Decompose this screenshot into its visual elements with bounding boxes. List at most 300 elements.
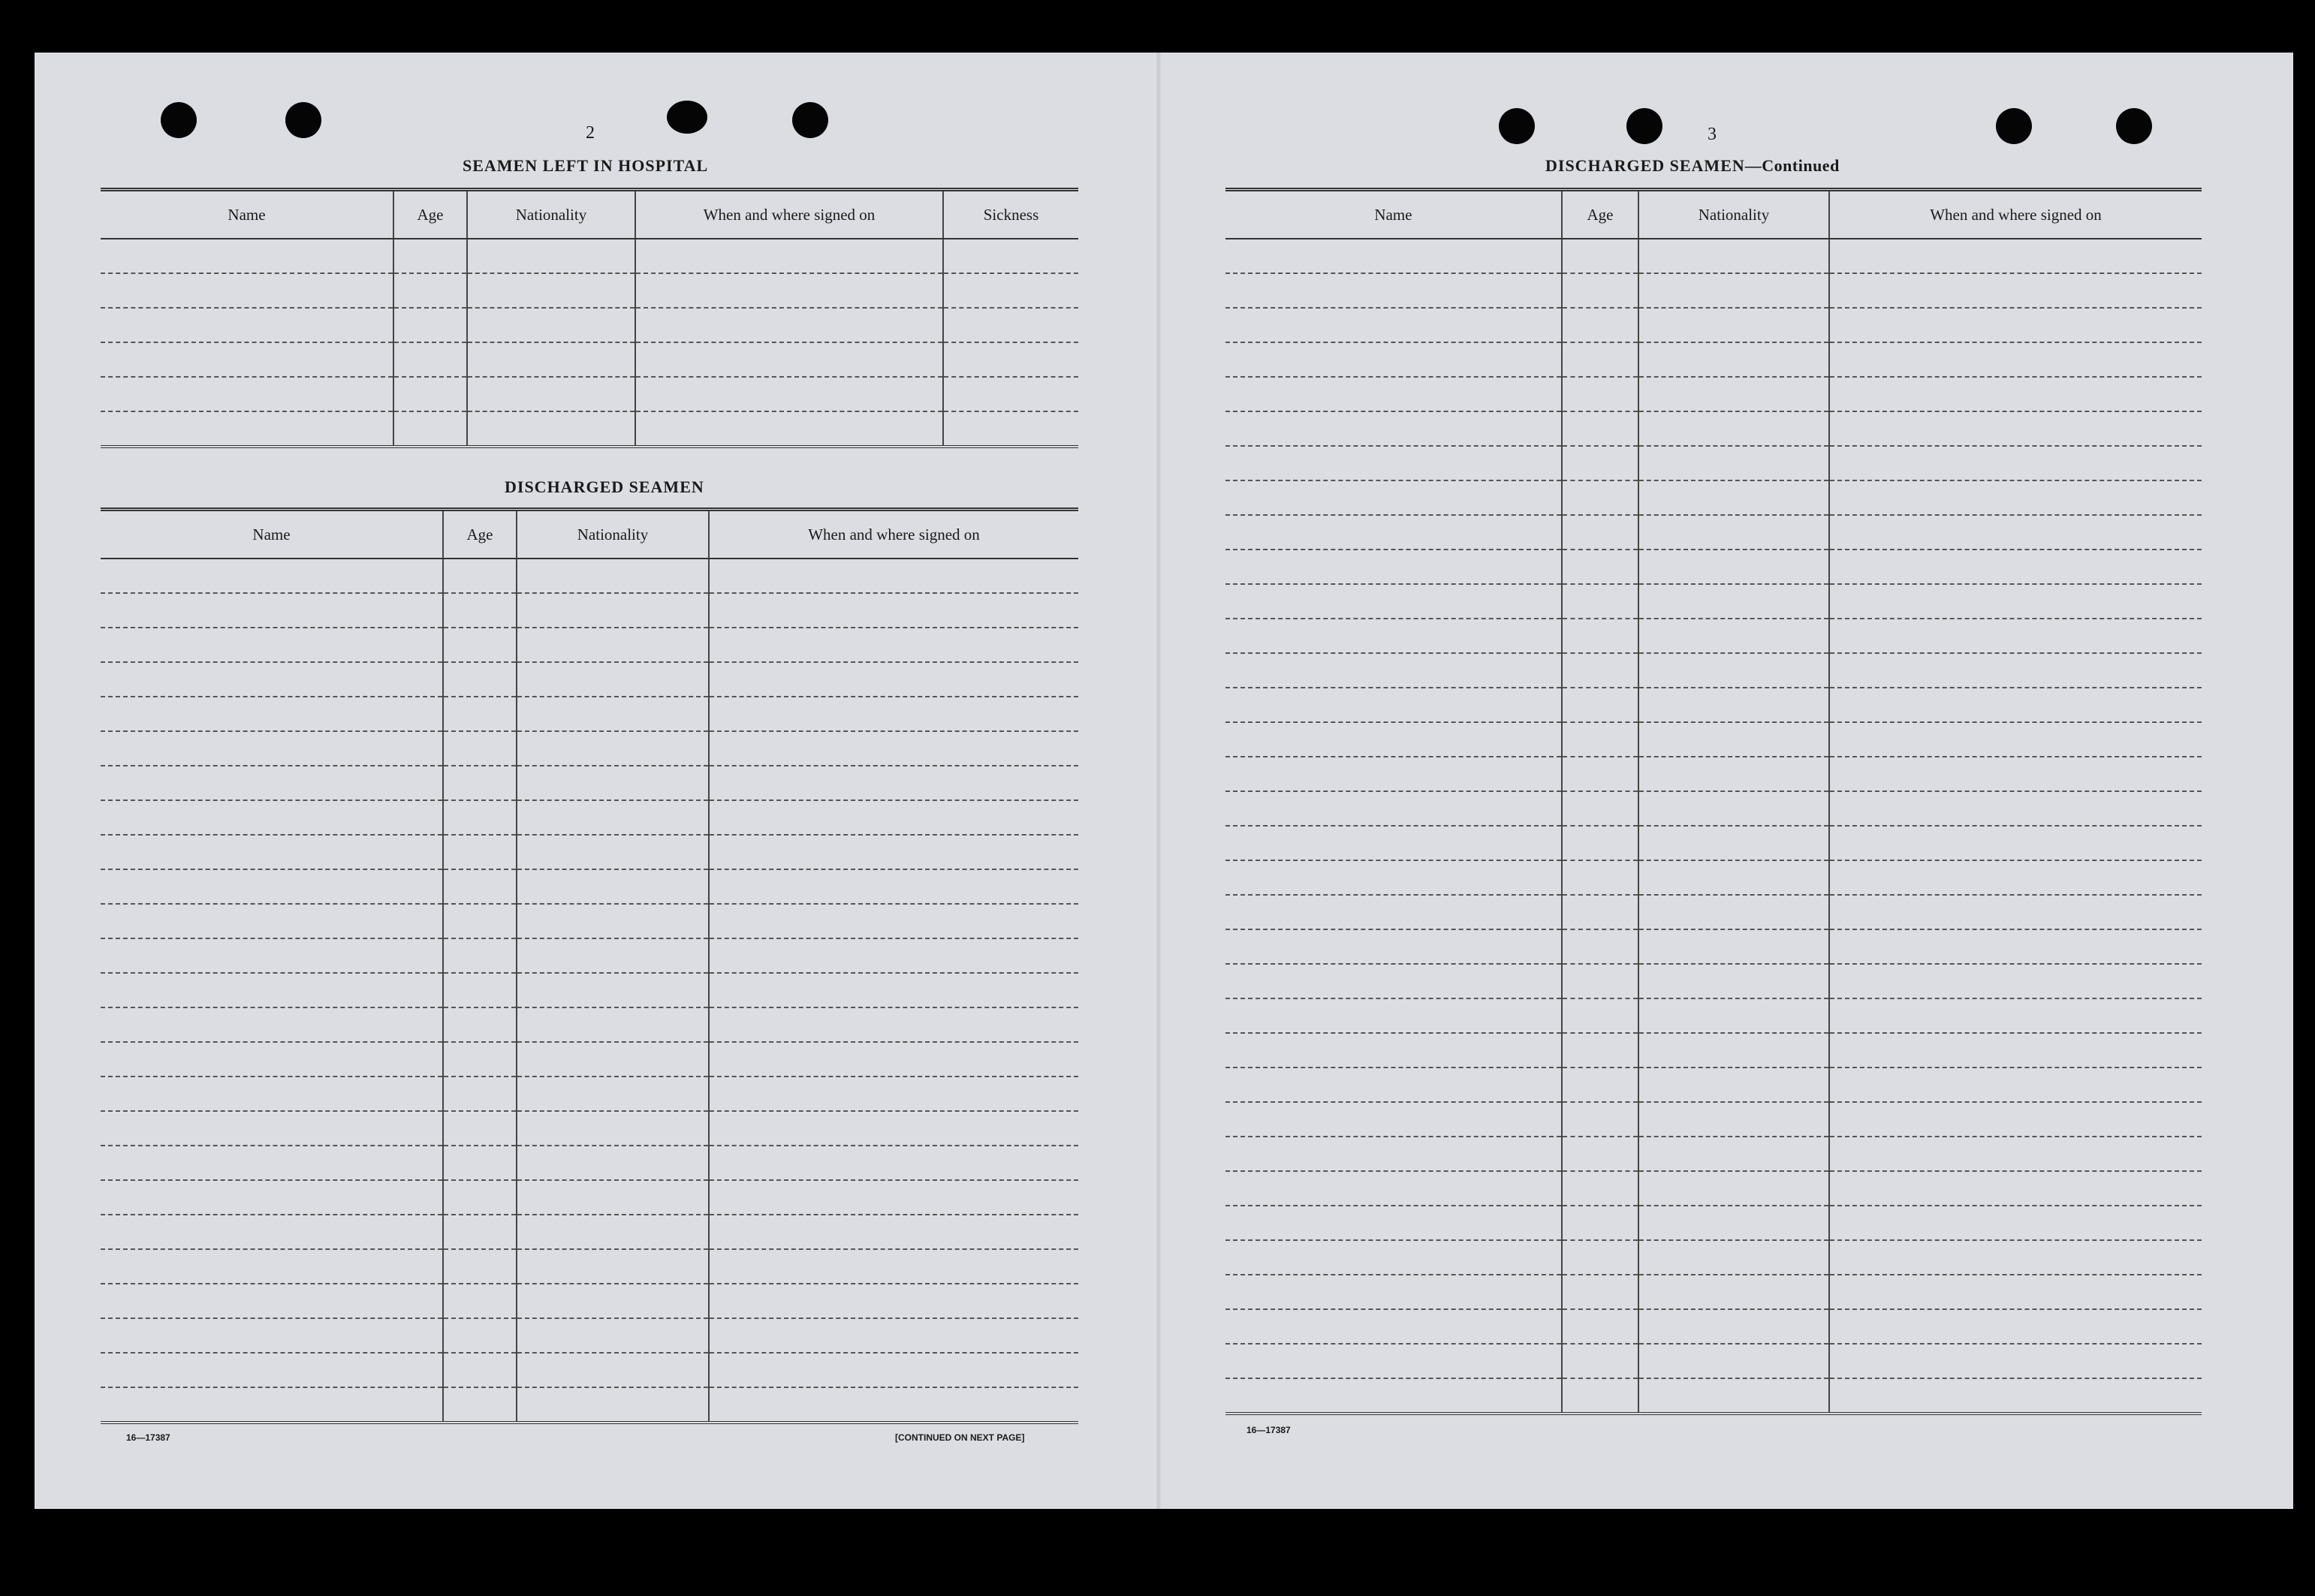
table-cell — [1225, 1344, 1562, 1378]
table-cell — [1829, 895, 2202, 929]
continued-header-nationality: Nationality — [1638, 190, 1829, 239]
table-row — [101, 1284, 1078, 1318]
table-cell — [517, 1215, 709, 1249]
table-cell — [1225, 964, 1562, 998]
table-cell — [1562, 515, 1638, 550]
table-cell — [1562, 791, 1638, 826]
table-row — [1225, 653, 2202, 688]
table-cell — [101, 1180, 443, 1215]
table-cell — [709, 835, 1078, 869]
table-cell — [1225, 1171, 1562, 1206]
table-cell — [101, 1007, 443, 1042]
table-cell — [1829, 653, 2202, 688]
table-cell — [1829, 619, 2202, 653]
discharged-header-when-and-where-signed-on: When and where signed on — [709, 510, 1078, 559]
table-cell — [1225, 411, 1562, 446]
continued-note: [CONTINUED ON NEXT PAGE] — [895, 1432, 1025, 1443]
table-cell — [1225, 1068, 1562, 1102]
table-cell — [1829, 308, 2202, 342]
table-row — [101, 411, 1078, 447]
table-cell — [1225, 273, 1562, 308]
table-cell — [1225, 929, 1562, 964]
table-cell — [101, 1387, 443, 1423]
table-cell — [1829, 1309, 2202, 1344]
table-cell — [467, 342, 635, 377]
continued-header-name: Name — [1225, 190, 1562, 239]
table-cell — [101, 697, 443, 731]
table-cell — [1638, 1344, 1829, 1378]
table-cell — [635, 377, 943, 411]
table-cell — [1225, 342, 1562, 377]
table-row — [101, 869, 1078, 904]
hospital-header-name: Name — [101, 190, 393, 239]
table-cell — [1562, 480, 1638, 515]
table-row — [101, 1318, 1078, 1353]
table-row — [101, 731, 1078, 766]
table-cell — [1225, 1033, 1562, 1068]
table-cell — [1638, 1033, 1829, 1068]
table-cell — [517, 628, 709, 662]
table-cell — [1638, 1206, 1829, 1240]
table-row — [1225, 619, 2202, 653]
table-cell — [1638, 308, 1829, 342]
table-cell — [443, 766, 517, 800]
table-cell — [635, 239, 943, 273]
table-cell — [101, 1042, 443, 1077]
table-cell — [443, 973, 517, 1007]
table-cell — [101, 559, 443, 593]
table-cell — [443, 559, 517, 593]
table-cell — [709, 1284, 1078, 1318]
table-cell — [101, 731, 443, 766]
table-cell — [1638, 1378, 1829, 1414]
table-cell — [1829, 688, 2202, 722]
table-cell — [709, 1111, 1078, 1146]
center-fold — [1156, 53, 1161, 1509]
table-cell — [443, 1146, 517, 1180]
hospital-title: SEAMEN LEFT IN HOSPITAL — [463, 156, 709, 175]
table-cell — [1829, 722, 2202, 757]
table-cell — [1829, 929, 2202, 964]
table-cell — [1638, 584, 1829, 619]
punch-hole-6 — [1626, 108, 1662, 144]
punch-hole-1 — [161, 102, 197, 138]
table-cell — [1638, 550, 1829, 584]
punch-hole-3 — [667, 101, 707, 134]
table-cell — [101, 593, 443, 628]
table-cell — [1225, 757, 1562, 791]
table-cell — [709, 1042, 1078, 1077]
table-cell — [1638, 1102, 1829, 1137]
table-cell — [1638, 688, 1829, 722]
table-cell — [1562, 550, 1638, 584]
hospital-header-age: Age — [393, 190, 467, 239]
table-row — [1225, 688, 2202, 722]
table-row — [101, 1249, 1078, 1284]
table-cell — [101, 662, 443, 697]
punch-hole-8 — [2116, 108, 2152, 144]
hospital-header-nationality: Nationality — [467, 190, 635, 239]
table-cell — [1562, 998, 1638, 1033]
table-cell — [517, 1249, 709, 1284]
table-cell — [1829, 1068, 2202, 1102]
table-cell — [517, 1042, 709, 1077]
table-row — [101, 800, 1078, 835]
table-cell — [1638, 860, 1829, 895]
table-cell — [943, 273, 1078, 308]
table-cell — [1225, 1309, 1562, 1344]
form-number-left: 16—17387 — [126, 1432, 170, 1443]
table-cell — [1562, 308, 1638, 342]
table-cell — [467, 411, 635, 447]
table-cell — [1829, 273, 2202, 308]
table-row — [101, 308, 1078, 342]
table-cell — [1829, 791, 2202, 826]
table-cell — [517, 1077, 709, 1111]
table-cell — [467, 273, 635, 308]
table-cell — [1829, 860, 2202, 895]
table-cell — [635, 308, 943, 342]
continued-header-when-and-where-signed-on: When and where signed on — [1829, 190, 2202, 239]
table-cell — [1829, 1102, 2202, 1137]
punch-hole-2 — [285, 102, 321, 138]
discharged-header-name: Name — [101, 510, 443, 559]
table-cell — [1829, 515, 2202, 550]
table-cell — [709, 662, 1078, 697]
table-row — [1225, 239, 2202, 273]
table-row — [1225, 1344, 2202, 1378]
table-row — [101, 938, 1078, 973]
table-row — [1225, 584, 2202, 619]
form-number-right: 16—17387 — [1246, 1425, 1291, 1435]
table-cell — [1829, 964, 2202, 998]
table-cell — [1562, 273, 1638, 308]
table-cell — [1562, 929, 1638, 964]
table-cell — [709, 1249, 1078, 1284]
table-cell — [1225, 722, 1562, 757]
table-cell — [101, 835, 443, 869]
table-cell — [635, 342, 943, 377]
table-row — [101, 1111, 1078, 1146]
table-row — [101, 1146, 1078, 1180]
table-cell — [1829, 1344, 2202, 1378]
table-cell — [443, 662, 517, 697]
table-cell — [443, 697, 517, 731]
table-row — [101, 1180, 1078, 1215]
table-row — [101, 904, 1078, 938]
table-cell — [1562, 239, 1638, 273]
table-cell — [1225, 998, 1562, 1033]
table-cell — [393, 239, 467, 273]
discharged-header-nationality: Nationality — [517, 510, 709, 559]
table-cell — [101, 239, 393, 273]
table-cell — [443, 1284, 517, 1318]
table-cell — [1562, 1137, 1638, 1171]
table-cell — [1638, 653, 1829, 688]
table-row — [1225, 826, 2202, 860]
table-cell — [1829, 550, 2202, 584]
table-cell — [1829, 446, 2202, 480]
table-cell — [467, 239, 635, 273]
table-cell — [1562, 619, 1638, 653]
table-cell — [1562, 1171, 1638, 1206]
table-cell — [1562, 584, 1638, 619]
table-row — [1225, 411, 2202, 446]
table-cell — [1638, 1137, 1829, 1171]
table-cell — [517, 1180, 709, 1215]
table-cell — [101, 869, 443, 904]
page-number-left: 2 — [586, 123, 595, 143]
discharged-header-age: Age — [443, 510, 517, 559]
hospital-header-when-and-where-signed-on: When and where signed on — [635, 190, 943, 239]
table-cell — [709, 1007, 1078, 1042]
table-cell — [443, 1077, 517, 1111]
table-cell — [1225, 480, 1562, 515]
table-cell — [443, 1387, 517, 1423]
table-cell — [709, 731, 1078, 766]
table-cell — [1562, 1240, 1638, 1275]
table-row — [101, 1387, 1078, 1423]
table-cell — [1638, 619, 1829, 653]
table-cell — [101, 1284, 443, 1318]
table-cell — [101, 1353, 443, 1387]
hospital-header-sickness: Sickness — [943, 190, 1078, 239]
table-cell — [709, 559, 1078, 593]
table-row — [101, 273, 1078, 308]
table-row — [1225, 480, 2202, 515]
table-cell — [1562, 1102, 1638, 1137]
table-cell — [1638, 515, 1829, 550]
table-cell — [517, 1111, 709, 1146]
table-cell — [1225, 619, 1562, 653]
table-row — [1225, 964, 2202, 998]
table-cell — [517, 938, 709, 973]
table-cell — [1225, 239, 1562, 273]
table-row — [101, 1077, 1078, 1111]
table-cell — [393, 308, 467, 342]
table-cell — [1638, 964, 1829, 998]
table-row — [1225, 1033, 2202, 1068]
table-cell — [443, 1007, 517, 1042]
table-cell — [1562, 653, 1638, 688]
table-cell — [443, 1180, 517, 1215]
table-cell — [1638, 411, 1829, 446]
table-row — [1225, 515, 2202, 550]
table-cell — [1638, 1309, 1829, 1344]
table-cell — [1829, 239, 2202, 273]
table-cell — [709, 697, 1078, 731]
table-row — [101, 1007, 1078, 1042]
table-cell — [443, 628, 517, 662]
table-cell — [517, 800, 709, 835]
table-cell — [1638, 1275, 1829, 1309]
table-cell — [517, 904, 709, 938]
table-cell — [1829, 1378, 2202, 1414]
table-row — [1225, 791, 2202, 826]
table-cell — [1562, 1378, 1638, 1414]
table-cell — [709, 1146, 1078, 1180]
table-cell — [1638, 998, 1829, 1033]
table-row — [101, 1215, 1078, 1249]
table-row — [101, 342, 1078, 377]
table-cell — [1225, 1137, 1562, 1171]
table-cell — [1562, 964, 1638, 998]
table-cell — [1562, 1309, 1638, 1344]
table-cell — [1225, 1378, 1562, 1414]
table-cell — [443, 1215, 517, 1249]
table-cell — [1225, 377, 1562, 411]
table-cell — [1829, 1206, 2202, 1240]
table-cell — [709, 1387, 1078, 1423]
table-cell — [709, 1180, 1078, 1215]
table-cell — [393, 377, 467, 411]
table-cell — [709, 1353, 1078, 1387]
table-row — [1225, 377, 2202, 411]
table-row — [1225, 308, 2202, 342]
table-cell — [101, 342, 393, 377]
table-cell — [709, 766, 1078, 800]
discharged-title: DISCHARGED SEAMEN — [505, 477, 704, 496]
table-cell — [709, 904, 1078, 938]
table-cell — [1829, 1275, 2202, 1309]
table-cell — [1225, 1102, 1562, 1137]
table-cell — [517, 697, 709, 731]
table-row — [1225, 929, 2202, 964]
table-cell — [1562, 688, 1638, 722]
table-cell — [1829, 998, 2202, 1033]
table-cell — [443, 800, 517, 835]
table-cell — [1829, 584, 2202, 619]
table-cell — [443, 1318, 517, 1353]
table-cell — [1562, 1275, 1638, 1309]
table-row — [1225, 722, 2202, 757]
table-row — [1225, 998, 2202, 1033]
table-cell — [1638, 929, 1829, 964]
table-row — [1225, 273, 2202, 308]
table-cell — [443, 593, 517, 628]
table-cell — [443, 1042, 517, 1077]
table-cell — [1225, 515, 1562, 550]
table-cell — [1638, 1068, 1829, 1102]
table-cell — [1225, 308, 1562, 342]
table-cell — [443, 1111, 517, 1146]
table-row — [101, 559, 1078, 593]
discharged-continued-title — [1545, 156, 1840, 176]
table-cell — [517, 1007, 709, 1042]
table-cell — [1225, 1206, 1562, 1240]
table-cell — [1638, 791, 1829, 826]
table-cell — [517, 662, 709, 697]
table-cell — [943, 377, 1078, 411]
table-row — [1225, 342, 2202, 377]
table-cell — [1225, 1275, 1562, 1309]
table-cell — [101, 1318, 443, 1353]
table-cell — [101, 938, 443, 973]
table-row — [101, 835, 1078, 869]
table-cell — [517, 869, 709, 904]
table-cell — [467, 377, 635, 411]
table-cell — [1225, 653, 1562, 688]
punch-hole-7 — [1996, 108, 2032, 144]
discharged-table — [101, 507, 1078, 1424]
table-cell — [517, 835, 709, 869]
table-cell — [1225, 584, 1562, 619]
table-cell — [709, 1077, 1078, 1111]
table-cell — [709, 973, 1078, 1007]
table-cell — [393, 342, 467, 377]
table-cell — [709, 628, 1078, 662]
table-row — [1225, 1068, 2202, 1102]
table-cell — [1638, 377, 1829, 411]
table-cell — [101, 377, 393, 411]
table-cell — [101, 1215, 443, 1249]
continued-header-age: Age — [1562, 190, 1638, 239]
table-cell — [1638, 480, 1829, 515]
table-cell — [635, 411, 943, 447]
table-cell — [101, 411, 393, 447]
table-cell — [517, 731, 709, 766]
table-cell — [1829, 1171, 2202, 1206]
table-cell — [1638, 722, 1829, 757]
table-cell — [1829, 1240, 2202, 1275]
table-cell — [517, 766, 709, 800]
table-cell — [1638, 826, 1829, 860]
table-cell — [1562, 411, 1638, 446]
table-row — [101, 697, 1078, 731]
table-cell — [393, 273, 467, 308]
table-row — [101, 973, 1078, 1007]
table-row — [101, 1042, 1078, 1077]
table-cell — [709, 800, 1078, 835]
title-suffix: —Continued — [1744, 156, 1840, 175]
table-cell — [443, 731, 517, 766]
table-cell — [101, 973, 443, 1007]
table-cell — [1638, 1171, 1829, 1206]
table-row — [1225, 1206, 2202, 1240]
table-cell — [1562, 377, 1638, 411]
table-cell — [709, 1215, 1078, 1249]
table-cell — [1562, 1344, 1638, 1378]
table-cell — [1638, 1240, 1829, 1275]
table-cell — [1829, 757, 2202, 791]
table-cell — [517, 559, 709, 593]
table-cell — [709, 938, 1078, 973]
table-cell — [1225, 895, 1562, 929]
table-cell — [101, 904, 443, 938]
table-cell — [1562, 1068, 1638, 1102]
table-row — [101, 766, 1078, 800]
table-cell — [101, 1146, 443, 1180]
table-row — [1225, 1137, 2202, 1171]
table-cell — [1562, 826, 1638, 860]
table-cell — [1638, 757, 1829, 791]
table-cell — [1562, 895, 1638, 929]
table-cell — [1829, 1033, 2202, 1068]
hospital-table — [101, 188, 1078, 448]
table-cell — [1562, 722, 1638, 757]
table-cell — [101, 1249, 443, 1284]
table-cell — [1829, 480, 2202, 515]
table-cell — [1829, 377, 2202, 411]
table-row — [1225, 446, 2202, 480]
table-row — [1225, 1171, 2202, 1206]
table-cell — [1562, 860, 1638, 895]
table-row — [101, 377, 1078, 411]
table-cell — [101, 1111, 443, 1146]
table-cell — [1225, 791, 1562, 826]
table-cell — [1829, 411, 2202, 446]
table-cell — [101, 800, 443, 835]
